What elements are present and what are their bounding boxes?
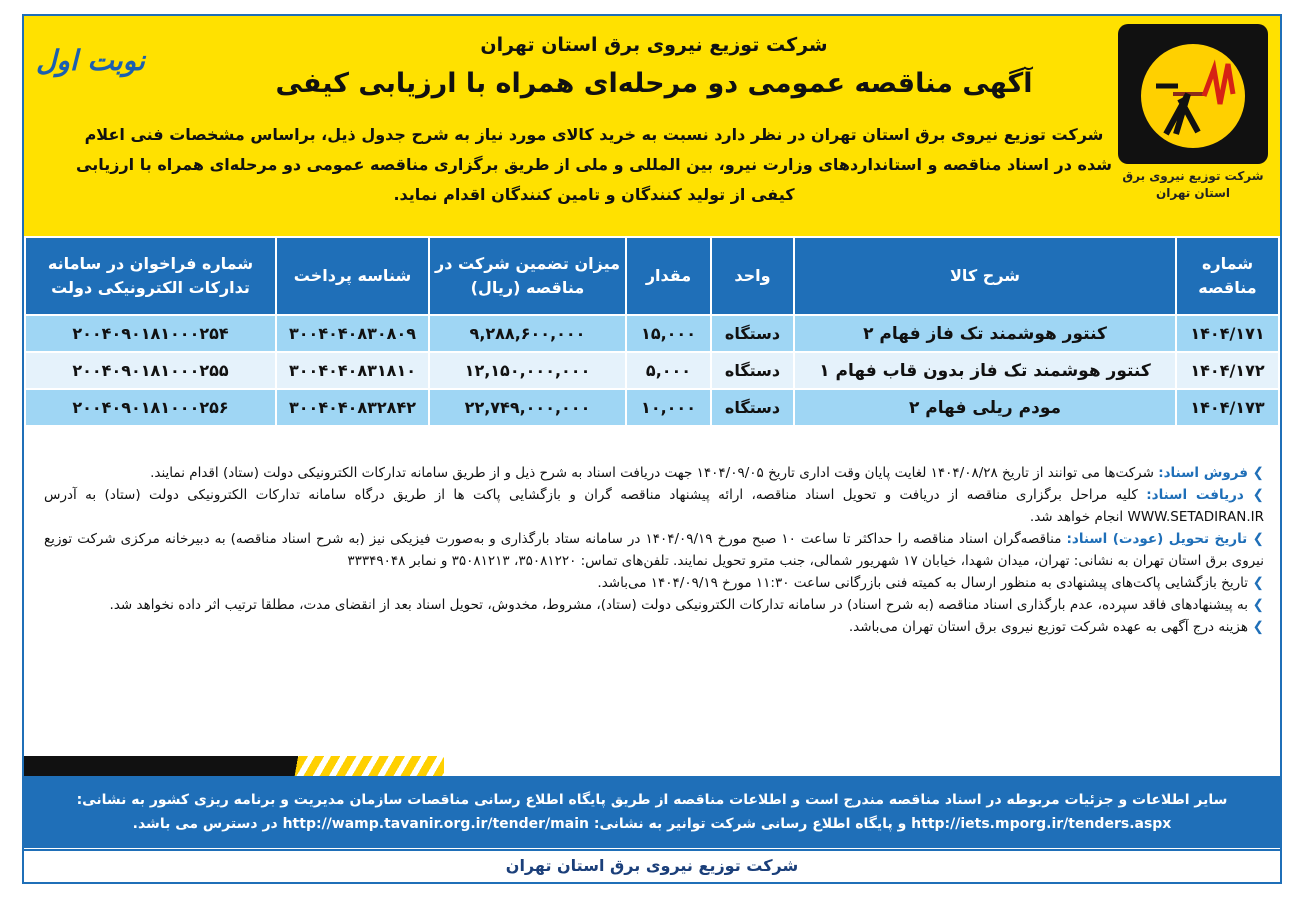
company-logo-icon [1118,24,1268,164]
unit: دستگاه [711,315,794,352]
col-header-guarantee: میزان تضمین شرکت در مناقصه (ریال) [429,237,626,315]
note-text: هزینه درج آگهی به عهده شرکت توزیع نیروی برق استان تهران می‌باشد. [848,619,1248,635]
table-row [25,389,1279,426]
chevron-icon: ❯ [1247,619,1264,635]
note-text: تاریخ بازگشایی پاکت‌های پیشنهادی به منظور ارسال به کمیته فنی بازرگانی ساعت ۱۱:۳۰ مورخ ۱۴۰۴/۰۹/۱۹ می‌باشد. [597,575,1248,591]
note-item [44,462,1264,484]
chevron-icon: ❯ [1247,465,1264,481]
tender-advertisement [22,14,1282,884]
call-number: ۲۰۰۴۰۹۰۱۸۱۰۰۰۲۵۴ [25,315,276,352]
note-item [44,616,1264,638]
logo-caption-line: استان تهران [1156,186,1230,200]
note-text: شرکت‌ها می توانند از تاریخ ۱۴۰۴/۰۸/۲۸ لغایت پایان وقت اداری تاریخ ۱۴۰۴/۰۹/۰۵ جهت دریافت اسناد به شرح ذیل و از طریق سامانه تدارکات الکترونیکی دولت (ستاد) اقدام نمایند. [150,465,1154,481]
tender-table [24,236,1280,427]
footer-line: سایر اطلاعات و جزئیات مربوطه در اسناد مناقصه مندرج است و اطلاعات مناقصه از طریق پایگاه اطلاع رسانی مناقصات سازمان مدیریت و برنامه ریزی کشور به نشانی: [76,792,1228,808]
col-header-description: شرح کالا [794,237,1176,315]
footer-links: http://iets.mporg.ir/tenders.aspx و پایگاه اطلاع رسانی شرکت توانیر به نشانی: http://wamp.tavanir.org.ir/tender/main در دسترس می باشد. [132,816,1172,832]
chevron-icon: ❯ [1247,531,1264,547]
signature: شرکت توزیع نیروی برق استان تهران [24,849,1280,882]
description: کنتور هوشمند تک فاز فهام ۲ [794,315,1176,352]
quantity: ۱۰,۰۰۰ [626,389,711,426]
col-header-payment-id: شناسه پرداخت [276,237,429,315]
note-item [44,484,1264,528]
table-header-row [25,237,1279,315]
company-name: شرکت توزیع نیروی برق استان تهران [480,34,828,56]
logo-caption-line: شرکت توزیع نیروی برق [1122,169,1264,183]
table-row [25,352,1279,389]
note-text: کلیه مراحل برگزاری مناقصه از دریافت و تحویل اسناد مناقصه، ارائه پیشنهاد مناقصه گران و بازگشایی پاکت ها از طریق درگاه سامانه تدارکات الکترونیکی دولت (ستاد) به آدرس WWW.SETADIRAN.IR انجام خواهد شد. [44,487,1264,525]
unit: دستگاه [711,389,794,426]
guarantee: ۹,۲۸۸,۶۰۰,۰۰۰ [429,315,626,352]
chevron-icon: ❯ [1247,597,1264,613]
quantity: ۱۵,۰۰۰ [626,315,711,352]
note-text: به پیشنهادهای فاقد سپرده، عدم بارگذاری اسناد مناقصه (به شرح اسناد) در سامانه تدارکات الکترونیکی دولت (ستاد)، مشروط، مخدوش، تحویل اسناد بعد از انقضای مدت، مطلقا ترتیب اثر داده نخواهد شد. [109,597,1248,613]
payment-id: ۳۰۰۴۰۴۰۸۳۰۸۰۹ [276,315,429,352]
payment-id: ۳۰۰۴۰۴۰۸۳۱۸۱۰ [276,352,429,389]
note-item [44,594,1264,616]
col-header-call-number: شماره فراخوان در سامانه تدارکات الکترونیکی دولت [25,237,276,315]
guarantee: ۱۲,۱۵۰,۰۰۰,۰۰۰ [429,352,626,389]
description: کنتور هوشمند تک فاز بدون قاب فهام ۱ [794,352,1176,389]
decorative-stripe [24,756,444,776]
col-header-quantity: مقدار [626,237,711,315]
table-row [25,315,1279,352]
col-header-tender-number: شماره مناقصه [1176,237,1279,315]
description: مودم ریلی فهام ۲ [794,389,1176,426]
payment-id: ۳۰۰۴۰۴۰۸۳۲۸۴۲ [276,389,429,426]
quantity: ۵,۰۰۰ [626,352,711,389]
tender-number: ۱۴۰۴/۱۷۱ [1176,315,1279,352]
col-header-unit: واحد [711,237,794,315]
note-text: مناقصه‌گران اسناد مناقصه را حداکثر تا ساعت ۱۰ صبح مورخ ۱۴۰۴/۰۹/۱۹ در سامانه ستاد بارگذاری و به‌صورت فیزیکی نیز (به شرح اسناد مناقصه) به دبیرخانه مرکزی شرکت توزیع نیروی برق استان تهران به نشانی: تهران، میدان شهدا، خیابان ۱۷ شهریور شمالی، جنب مترو تحویل نمایند. تلفن‌های تماس: ۳۵۰۸۱۲۲۰، ۳۵۰۸۱۲۱۳ و نمابر ۳۳۳۴۹۰۴۸ [44,531,1264,569]
note-label: فروش اسناد: [1158,465,1248,481]
first-publication-mark: نوبت اول [36,44,145,77]
note-item [44,528,1264,572]
note-item [44,572,1264,594]
unit: دستگاه [711,352,794,389]
note-label: تاریخ تحویل (عودت) اسناد: [1066,531,1248,547]
chevron-icon: ❯ [1247,575,1264,591]
tender-title: آگهی مناقصه عمومی دو مرحله‌ای همراه با ارزیابی کیفی [275,68,1033,99]
intro-text: شرکت توزیع نیروی برق استان تهران در نظر دارد نسبت به خرید کالای مورد نیاز به شرح جدول ذیل، براساس مشخصات فنی اعلام شده در اسناد مناقصه و استانداردهای وزارت نیرو، بین المللی و ملی از طریق برگزاری مناقصه عمومی دو مرحله‌ای همراه با ارزیابی کیفی از تولید کنندگان و تامین کنندگان اقدام نماید. [76,125,1112,204]
note-label: دریافت اسناد: [1146,487,1244,503]
chevron-icon: ❯ [1243,487,1264,503]
footer-info [24,776,1280,848]
logo-caption [1116,168,1270,202]
guarantee: ۲۲,۷۴۹,۰۰۰,۰۰۰ [429,389,626,426]
header [24,16,1280,236]
call-number: ۲۰۰۴۰۹۰۱۸۱۰۰۰۲۵۶ [25,389,276,426]
tender-number: ۱۴۰۴/۱۷۳ [1176,389,1279,426]
tender-number: ۱۴۰۴/۱۷۲ [1176,352,1279,389]
call-number: ۲۰۰۴۰۹۰۱۸۱۰۰۰۲۵۵ [25,352,276,389]
notes-list [44,462,1264,638]
